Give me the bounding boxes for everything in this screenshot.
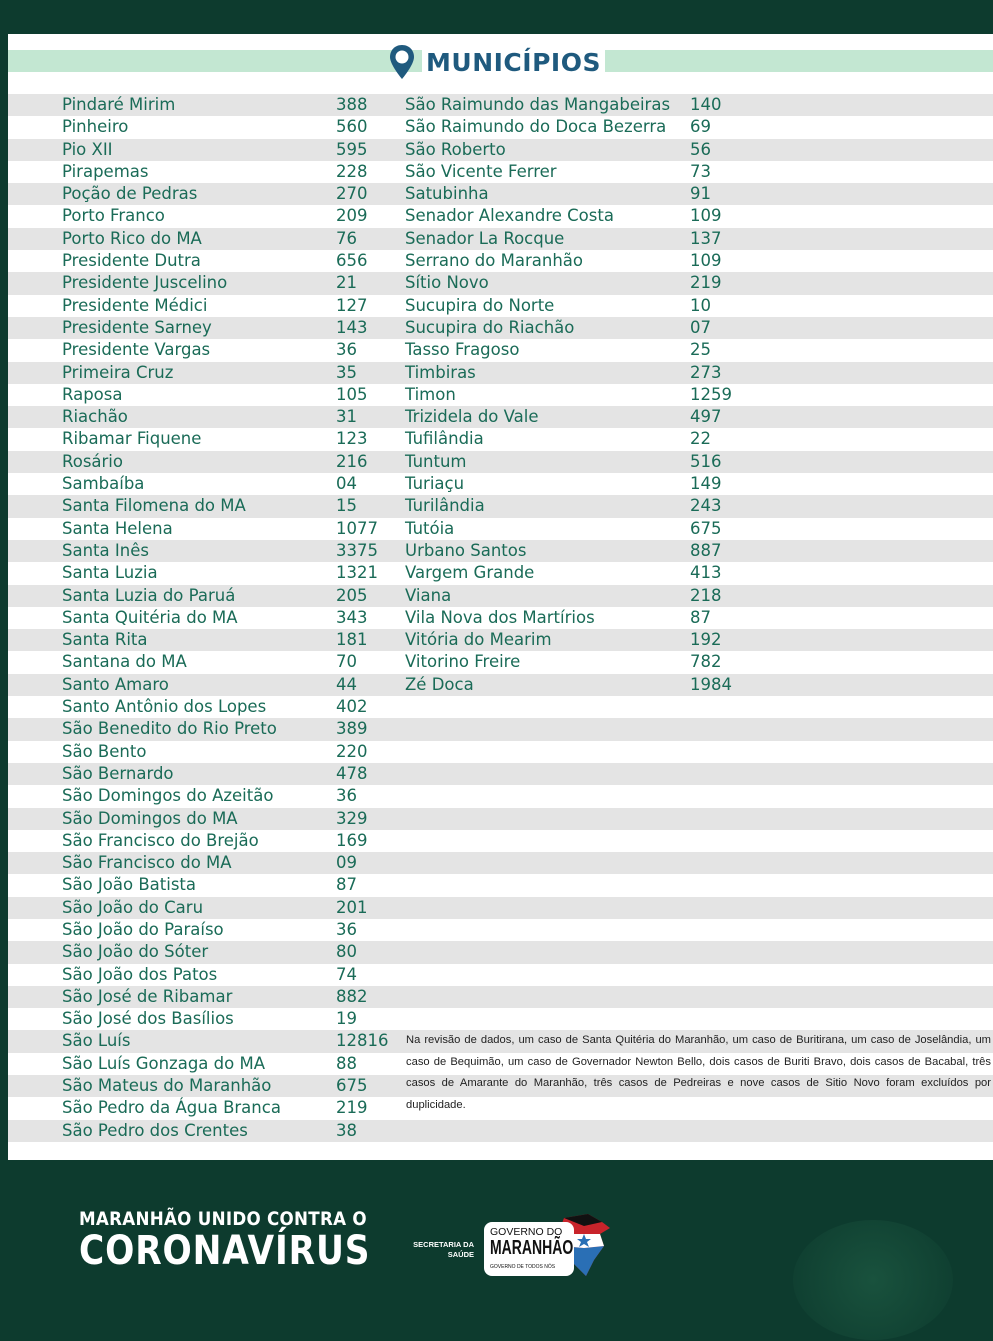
case-count: 560	[336, 117, 368, 137]
municipality-name: Pinheiro	[62, 117, 129, 137]
case-count: 675	[336, 1076, 368, 1096]
table-row	[8, 674, 993, 696]
case-count: 402	[336, 697, 368, 717]
case-count: 143	[336, 317, 368, 337]
municipality-name: Tuntum	[405, 451, 467, 471]
case-count: 22	[690, 429, 711, 449]
government-logo-line2: MARANHÃO	[490, 1237, 574, 1259]
table-row	[8, 941, 993, 963]
municipality-name: Satubinha	[405, 184, 489, 204]
municipality-name: São Francisco do Brejão	[62, 830, 259, 850]
municipality-name: Santa Rita	[62, 630, 148, 650]
case-count: 70	[336, 652, 357, 672]
table-row	[8, 183, 993, 205]
data-revision-note: Na revisão de dados, um caso de Santa Quitéria do Maranhão, um caso de Buritirana, um caso de Joselândia, um caso de Bequimão, um caso de Governador Newton Bello, dois casos de Buriti Bravo, dois casos de Bacabal, três casos de Amarante do Maranhão, três casos de Pedreiras e nove casos de Sitio Novo foram excluídos por duplicidade.	[406, 1034, 991, 1111]
municipality-name: Presidente Sarney	[62, 317, 212, 337]
table-row	[8, 897, 993, 919]
municipality-name: São Luís	[62, 1031, 131, 1051]
table-row	[8, 607, 993, 629]
case-count: 91	[690, 184, 711, 204]
table-row	[8, 718, 993, 740]
case-count: 782	[690, 652, 722, 672]
case-count: 243	[690, 496, 722, 516]
case-count: 181	[336, 630, 368, 650]
case-count: 87	[336, 875, 357, 895]
municipality-name: Presidente Juscelino	[62, 273, 228, 293]
table-row	[8, 696, 993, 718]
municipality-name: Rosário	[62, 451, 123, 471]
municipality-name: Sucupira do Riachão	[405, 317, 575, 337]
municipality-name: Vitória do Mearim	[405, 630, 552, 650]
case-count: 21	[336, 273, 357, 293]
table-row	[8, 473, 993, 495]
table-row	[8, 228, 993, 250]
table-row	[8, 451, 993, 473]
left-border-bar	[0, 0, 8, 1341]
secretaria-label	[404, 1240, 474, 1260]
case-count: 127	[336, 295, 368, 315]
municipality-name: Sambaíba	[62, 474, 145, 494]
case-count: 109	[690, 206, 722, 226]
table-row	[8, 295, 993, 317]
case-count: 3375	[336, 540, 378, 560]
table-row	[8, 161, 993, 183]
government-logo-line3: GOVERNO DE TODOS NÓS	[490, 1264, 556, 1270]
table-row	[8, 339, 993, 361]
municipality-name: São Domingos do MA	[62, 808, 238, 828]
municipality-name: Trizidela do Vale	[405, 407, 539, 427]
municipality-name: Vargem Grande	[405, 563, 535, 583]
case-count: 36	[336, 786, 357, 806]
case-count: 19	[336, 1009, 357, 1029]
table-row	[8, 272, 993, 294]
municipality-name: Serrano do Maranhão	[405, 251, 583, 271]
government-logo-line1: GOVERNO DO	[490, 1226, 563, 1238]
table-row	[8, 1120, 993, 1142]
municipality-name: Timon	[405, 384, 456, 404]
government-logo	[482, 1212, 612, 1278]
table-row	[8, 874, 993, 896]
table-row	[8, 317, 993, 339]
municipality-name: Santana do MA	[62, 652, 187, 672]
case-count: 80	[336, 942, 357, 962]
case-count: 478	[336, 763, 368, 783]
case-count: 1077	[336, 518, 378, 538]
municipality-name: São João do Paraíso	[62, 919, 224, 939]
table-row	[8, 741, 993, 763]
campaign-line1: MARANHÃO UNIDO CONTRA O	[79, 1208, 367, 1230]
table-row	[8, 651, 993, 673]
case-count: 273	[690, 362, 722, 382]
municipality-name: Sítio Novo	[405, 273, 489, 293]
municipality-name: São João Batista	[62, 875, 196, 895]
secretaria-line1: SECRETARIA DA	[413, 1240, 474, 1249]
case-count: 109	[690, 251, 722, 271]
case-count: 413	[690, 563, 722, 583]
case-count: 76	[336, 228, 357, 248]
table-row	[8, 808, 993, 830]
case-count: 389	[336, 719, 368, 739]
table-row	[8, 830, 993, 852]
municipality-name: São Pedro dos Crentes	[62, 1120, 248, 1140]
municipality-name: Sucupira do Norte	[405, 295, 555, 315]
case-count: 10	[690, 295, 711, 315]
municipality-name: Zé Doca	[405, 674, 474, 694]
municipality-name: Timbiras	[405, 362, 476, 382]
table-row	[8, 495, 993, 517]
municipality-name: Vitorino Freire	[405, 652, 521, 672]
case-count: 169	[336, 830, 368, 850]
municipality-name: Porto Franco	[62, 206, 165, 226]
case-count: 887	[690, 540, 722, 560]
case-count: 228	[336, 161, 368, 181]
page-title: MUNICÍPIOS	[422, 48, 605, 77]
municipality-name: Raposa	[62, 384, 123, 404]
table-row	[8, 919, 993, 941]
case-count: 74	[336, 964, 357, 984]
municipality-name: São José dos Basílios	[62, 1009, 234, 1029]
table-row	[8, 763, 993, 785]
municipality-name: Urbano Santos	[405, 540, 527, 560]
secretaria-line2: SAÚDE	[447, 1250, 474, 1259]
campaign-line2: CORONAVÍRUS	[79, 1228, 371, 1274]
municipality-name: São Bernardo	[62, 763, 174, 783]
table-row	[8, 518, 993, 540]
case-count: 149	[690, 474, 722, 494]
case-count: 25	[690, 340, 711, 360]
case-count: 73	[690, 161, 711, 181]
municipality-name: São Francisco do MA	[62, 853, 232, 873]
municipality-name: São Mateus do Maranhão	[62, 1076, 272, 1096]
municipality-name: São Luís Gonzaga do MA	[62, 1053, 265, 1073]
case-count: 329	[336, 808, 368, 828]
municipality-name: Presidente Médici	[62, 295, 208, 315]
case-count: 343	[336, 607, 368, 627]
case-count: 35	[336, 362, 357, 382]
municipality-name: São Roberto	[405, 139, 506, 159]
table-row	[8, 362, 993, 384]
municipality-name: Riachão	[62, 407, 128, 427]
municipality-name: São João do Caru	[62, 897, 204, 917]
municipality-name: Santa Helena	[62, 518, 173, 538]
case-count: 1321	[336, 563, 378, 583]
table-row	[8, 629, 993, 651]
municipality-name: Presidente Dutra	[62, 251, 201, 271]
table-row	[8, 428, 993, 450]
case-count: 123	[336, 429, 368, 449]
municipality-name: Santa Filomena do MA	[62, 496, 246, 516]
municipality-name: Primeira Cruz	[62, 362, 174, 382]
municipality-name: São Domingos do Azeitão	[62, 786, 274, 806]
case-count: 07	[690, 317, 711, 337]
municipality-name: Presidente Vargas	[62, 340, 211, 360]
municipality-table	[8, 94, 993, 1142]
case-count: 105	[336, 384, 368, 404]
case-count: 388	[336, 95, 368, 114]
municipality-name: Poção de Pedras	[62, 184, 198, 204]
municipality-name: Pirapemas	[62, 161, 149, 181]
table-row	[8, 205, 993, 227]
municipality-name: Porto Rico do MA	[62, 228, 202, 248]
municipality-name: Santo Antônio dos Lopes	[62, 697, 267, 717]
municipality-name: Tasso Fragoso	[405, 340, 520, 360]
table-row	[8, 384, 993, 406]
table-row	[8, 852, 993, 874]
case-count: 1984	[690, 674, 732, 694]
municipality-name: Senador La Rocque	[405, 228, 565, 248]
case-count: 12816	[336, 1031, 389, 1051]
case-count: 56	[690, 139, 711, 159]
case-count: 38	[336, 1120, 357, 1140]
case-count: 656	[336, 251, 368, 271]
municipality-name: São Pedro da Água Branca	[62, 1098, 281, 1118]
municipality-name: Tufilândia	[405, 429, 484, 449]
case-count: 219	[336, 1098, 368, 1118]
case-count: 270	[336, 184, 368, 204]
case-count: 201	[336, 897, 368, 917]
municipality-name: Senador Alexandre Costa	[405, 206, 614, 226]
table-row	[8, 562, 993, 584]
case-count: 88	[336, 1053, 357, 1073]
case-count: 219	[690, 273, 722, 293]
case-count: 69	[690, 117, 711, 137]
case-count: 497	[690, 407, 722, 427]
case-count: 209	[336, 206, 368, 226]
case-count: 218	[690, 585, 722, 605]
municipality-name: Viana	[405, 585, 452, 605]
table-row	[8, 139, 993, 161]
case-count: 516	[690, 451, 722, 471]
case-count: 87	[690, 607, 711, 627]
virus-decoration	[793, 1220, 953, 1340]
case-count: 31	[336, 407, 357, 427]
case-count: 36	[336, 919, 357, 939]
case-count: 36	[336, 340, 357, 360]
case-count: 04	[336, 474, 357, 494]
table-row	[8, 785, 993, 807]
section-title	[0, 42, 993, 82]
municipality-name: São João dos Patos	[62, 964, 218, 984]
municipality-name: São Benedito do Rio Preto	[62, 719, 277, 739]
case-count: 216	[336, 451, 368, 471]
table-row	[8, 94, 993, 116]
municipality-name: São Raimundo do Doca Bezerra	[405, 117, 667, 137]
municipality-name: Turilândia	[405, 496, 485, 516]
table-row	[8, 986, 993, 1008]
municipality-name: São João do Sóter	[62, 942, 209, 962]
case-count: 675	[690, 518, 722, 538]
case-count: 205	[336, 585, 368, 605]
table-row	[8, 1008, 993, 1030]
case-count: 1259	[690, 384, 732, 404]
municipality-name: Vila Nova dos Martírios	[405, 607, 595, 627]
municipality-name: Santa Luzia	[62, 563, 158, 583]
table-row	[8, 406, 993, 428]
municipality-name: Tutóia	[405, 518, 455, 538]
municipality-name: Pindaré Mirim	[62, 95, 176, 114]
campaign-logo	[79, 1208, 418, 1274]
municipality-name: São Raimundo das Mangabeiras	[405, 95, 671, 114]
municipality-name: Santo Amaro	[62, 674, 169, 694]
municipality-name: Ribamar Fiquene	[62, 429, 202, 449]
municipality-name: Turiaçu	[405, 474, 465, 494]
case-count: 192	[690, 630, 722, 650]
municipality-name: São Bento	[62, 741, 147, 761]
municipality-name: São Vicente Ferrer	[405, 161, 557, 181]
municipality-name: São José de Ribamar	[62, 986, 233, 1006]
case-count: 882	[336, 986, 368, 1006]
top-band	[0, 0, 993, 34]
case-count: 595	[336, 139, 368, 159]
case-count: 140	[690, 95, 722, 114]
case-count: 15	[336, 496, 357, 516]
table-row	[8, 540, 993, 562]
table-row	[8, 116, 993, 138]
table-row	[8, 585, 993, 607]
municipality-name: Pio XII	[62, 139, 113, 159]
municipality-name: Santa Inês	[62, 540, 149, 560]
case-count: 137	[690, 228, 722, 248]
municipality-name: Santa Luzia do Paruá	[62, 585, 236, 605]
case-count: 44	[336, 674, 357, 694]
table-row	[8, 964, 993, 986]
case-count: 220	[336, 741, 368, 761]
case-count: 09	[336, 853, 357, 873]
location-pin-icon	[388, 43, 416, 81]
municipality-name: Santa Quitéria do MA	[62, 607, 238, 627]
table-row	[8, 250, 993, 272]
